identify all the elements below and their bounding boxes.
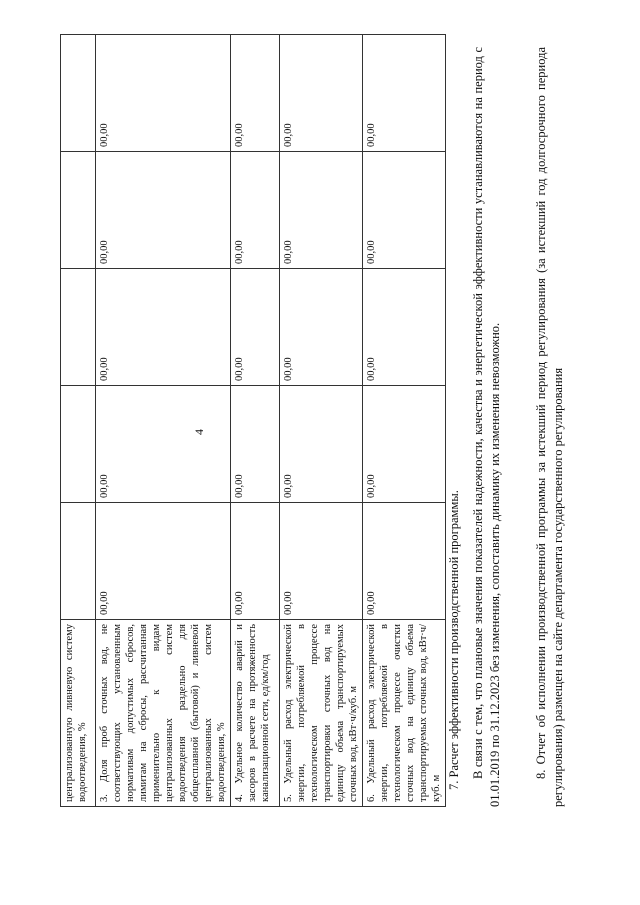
indicator-value: 00,00 — [96, 35, 231, 152]
indicator-value — [61, 386, 96, 503]
table-row — [363, 35, 446, 807]
indicator-value: 00,00 — [231, 269, 280, 386]
indicator-value: 00,00 — [363, 269, 446, 386]
indicator-value: 00,00 — [280, 503, 363, 620]
indicators-table — [60, 34, 446, 807]
indicator-value — [61, 152, 96, 269]
section-7-heading: 7. Расчет эффективности производственной программы. — [447, 490, 461, 790]
indicator-value: 00,00 — [363, 503, 446, 620]
page-number: 4 — [192, 429, 206, 435]
indicator-label: 3. Доля проб сточных вод, не соответствующих установленным нормативам допустимых сбросов, лимитам на сбросы, рассчитанная применительно к видам централизованных систем водоотведения раздельно для общесплавной (бытовой) и ливневой централизованных систем водоотведения, % — [96, 620, 231, 807]
indicator-label: 5. Удельный расход электрической энергии, потребляемой в технологическом процессе транспортировки сточных вод на единицу объема транспортируемых сточных вод, кВт·ч/куб. м — [280, 620, 363, 807]
table-row — [61, 35, 96, 807]
indicator-label: 4. Удельное количество аварий и засоров в расчете на протяженность канализационной сети, ед/км/год — [231, 620, 280, 807]
indicator-value: 00,00 — [231, 152, 280, 269]
indicator-value: 00,00 — [96, 386, 231, 503]
indicator-value: 00,00 — [96, 152, 231, 269]
table-row — [280, 35, 363, 807]
indicator-value: 00,00 — [280, 152, 363, 269]
table-row — [231, 35, 280, 807]
indicator-value: 00,00 — [280, 35, 363, 152]
section-8-text: 8. Отчет об исполнении производственной программы за истекший период регулирования (за истекший год долгосрочного периода регулирования) размещен на сайте департамента государственного регулирования — [534, 47, 565, 807]
section-7-text: В связи с тем, что плановые значения показателей надежности, качества и энергетической эффективности устанавливаются на период с 01.01.2019 по 31.12.2023 без изменения, сопоставить динамику их изменения невозможно. — [471, 47, 502, 807]
indicator-label: централизованную ливневую систему водоотведения, % — [61, 620, 96, 807]
indicator-value: 00,00 — [363, 152, 446, 269]
table-row — [96, 35, 231, 807]
indicator-value — [61, 503, 96, 620]
indicator-value: 00,00 — [280, 269, 363, 386]
indicator-value: 00,00 — [231, 503, 280, 620]
indicator-value: 00,00 — [96, 269, 231, 386]
indicator-value — [61, 269, 96, 386]
indicator-value: 00,00 — [96, 503, 231, 620]
indicator-label: 6. Удельный расход электрической энергии, потребляемой в технологическом процессе очистки сточных вод на единицу объема транспортируемых сточных вод, кВт·ч/куб. м — [363, 620, 446, 807]
indicator-value: 00,00 — [363, 35, 446, 152]
indicator-value: 00,00 — [231, 386, 280, 503]
indicator-value: 00,00 — [231, 35, 280, 152]
indicator-value: 00,00 — [363, 386, 446, 503]
indicator-value: 00,00 — [280, 386, 363, 503]
indicator-value — [61, 35, 96, 152]
